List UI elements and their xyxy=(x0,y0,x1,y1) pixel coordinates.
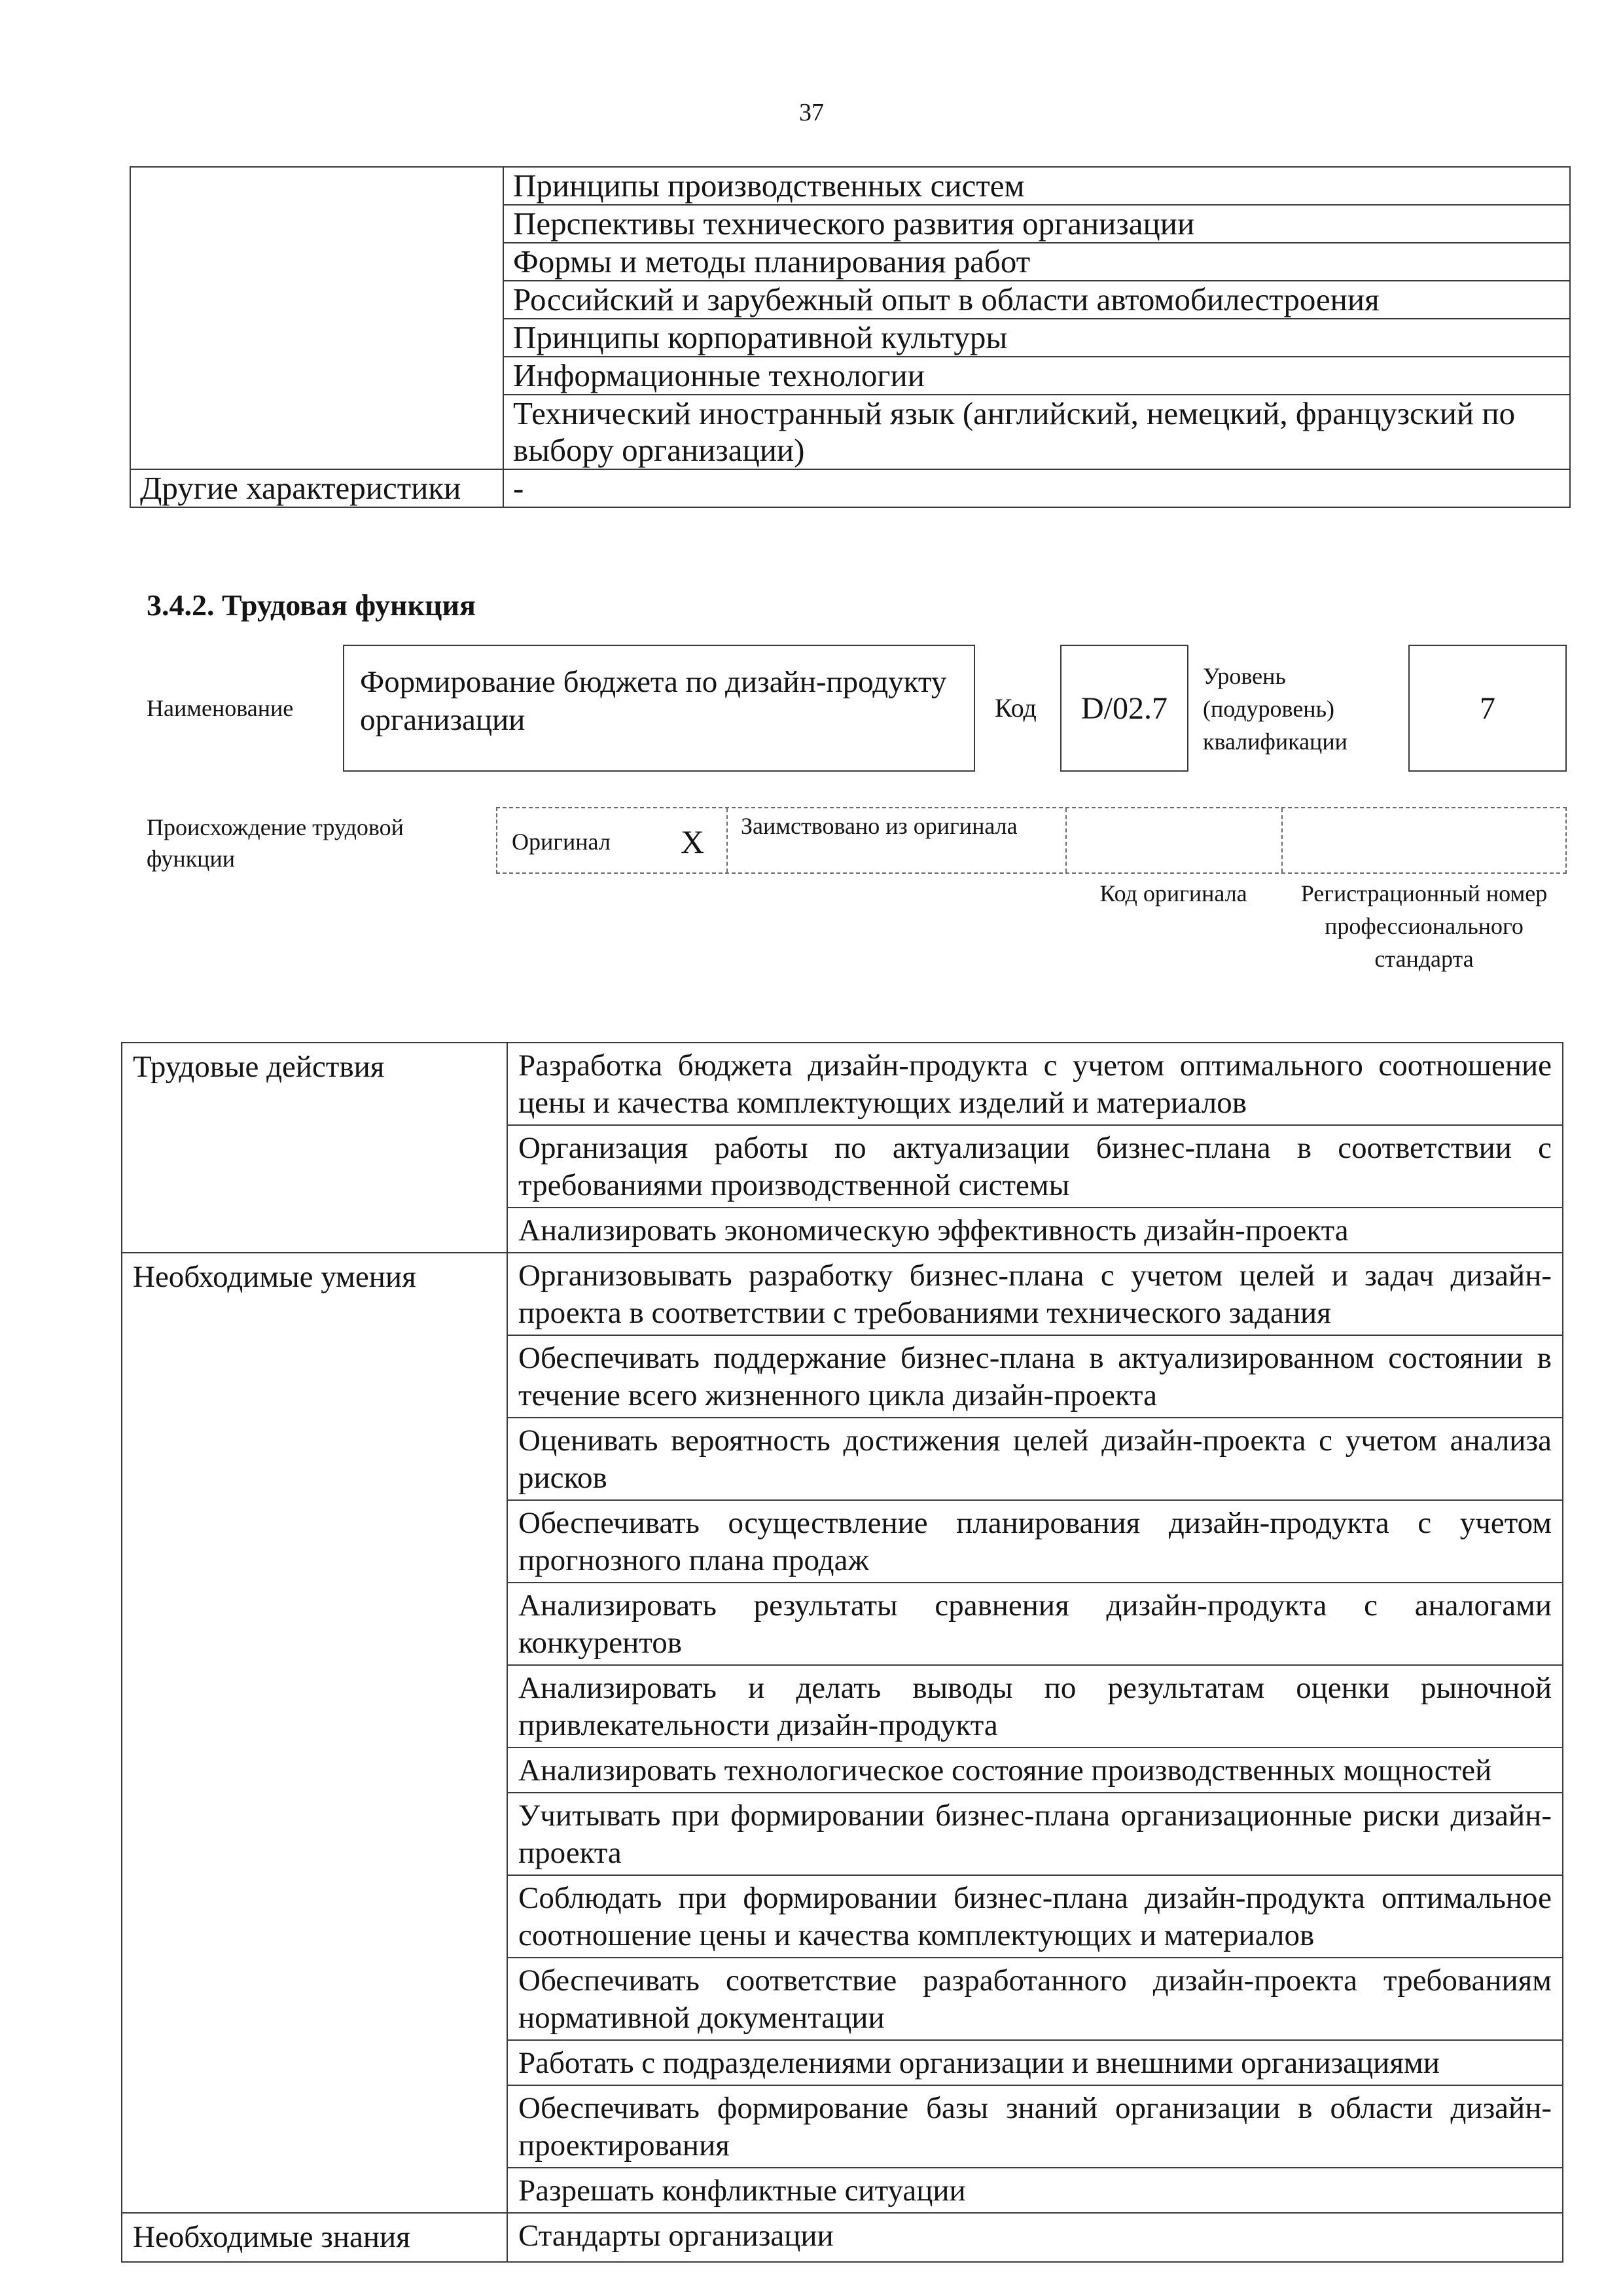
skill-item: Организовывать разработку бизнес-плана с учетом целей и задач дизайн-проекта в соответствии с требованиями технического задания xyxy=(507,1253,1563,1335)
continuation-table xyxy=(130,166,1571,508)
function-name-box xyxy=(343,645,975,772)
page-number: 37 xyxy=(799,99,824,126)
skill-item: Соблюдать при формировании бизнес-плана дизайн-продукта оптимальное соотношение цены и качества комплектующих и материалов xyxy=(507,1875,1563,1958)
required-skills-label: Необходимые умения xyxy=(122,1253,507,2213)
main-table xyxy=(121,1042,1563,2263)
origin-label: Происхождение трудовой функции xyxy=(147,814,404,872)
skill-item: Анализировать технологическое состояние производственных мощностей xyxy=(507,1748,1563,1793)
reg-number-caption: Регистрационный номер профессионального стандарта xyxy=(1300,880,1548,972)
borrowed-label: Заимствовано из оригинала xyxy=(741,813,1018,839)
knowledge-item: Принципы корпоративной культуры xyxy=(503,319,1570,357)
skill-item: Обеспечивать соответствие разработанного дизайн-проекта требованиям нормативной документации xyxy=(507,1958,1563,2040)
skill-item: Оценивать вероятность достижения целей дизайн-проекта с учетом анализа рисков xyxy=(507,1418,1563,1500)
continuation-label-cell xyxy=(130,167,503,469)
skill-item: Учитывать при формировании бизнес-плана организационные риски дизайн-проекта xyxy=(507,1793,1563,1875)
origin-reg-cell xyxy=(1283,808,1565,872)
code-label: Код xyxy=(995,693,1037,723)
level-box xyxy=(1408,645,1567,772)
skill-item: Обеспечивать осуществление планирования дизайн-продукта с учетом прогнозного плана продаж xyxy=(507,1500,1563,1583)
labour-action-item: Разработка бюджета дизайн-продукта с учетом оптимального соотношение цены и качества комплектующих изделий и материалов xyxy=(507,1043,1563,1125)
knowledge-item: Российский и зарубежный опыт в области автомобилестроения xyxy=(503,281,1570,319)
code-value: D/02.7 xyxy=(1081,691,1168,726)
name-label: Наименование xyxy=(147,695,294,721)
origin-borrowed-cell xyxy=(728,808,1067,872)
function-name-value: Формирование бюджета по дизайн-продукту организации xyxy=(360,665,947,737)
skill-item: Обеспечивать поддержание бизнес-плана в актуализированном состоянии в течение всего жизненного цикла дизайн-проекта xyxy=(507,1335,1563,1418)
original-mark: X xyxy=(681,823,705,860)
origin-original-cell xyxy=(497,808,728,872)
labour-action-item: Анализировать экономическую эффективность дизайн-проекта xyxy=(507,1208,1563,1253)
skill-item: Анализировать результаты сравнения дизайн-продукта с аналогами конкурентов xyxy=(507,1583,1563,1665)
skill-item: Работать с подразделениями организации и внешними организациями xyxy=(507,2040,1563,2085)
skill-item: Разрешать конфликтные ситуации xyxy=(507,2168,1563,2213)
labour-action-item: Организация работы по актуализации бизнес-плана в соответствии с требованиями производственной системы xyxy=(507,1125,1563,1208)
original-label: Оригинал xyxy=(512,829,611,855)
knowledge-item: Стандарты организации xyxy=(507,2213,1563,2262)
knowledge-item: Принципы производственных систем xyxy=(503,167,1570,205)
skill-item: Обеспечивать формирование базы знаний организации в области дизайн-проектирования xyxy=(507,2085,1563,2168)
other-characteristics-value: - xyxy=(503,469,1570,507)
level-label: Уровень (подуровень) квалификации xyxy=(1203,663,1347,755)
labour-actions-label: Трудовые действия xyxy=(122,1043,507,1253)
knowledge-item: Формы и методы планирования работ xyxy=(503,243,1570,281)
knowledge-item: Перспективы технического развития организации xyxy=(503,205,1570,243)
origin-code-cell xyxy=(1067,808,1283,872)
section-heading: 3.4.2. Трудовая функция xyxy=(147,588,476,622)
other-characteristics-label: Другие характеристики xyxy=(130,469,503,507)
knowledge-item: Информационные технологии xyxy=(503,357,1570,395)
knowledge-item: Технический иностранный язык (английский, немецкий, французский по выбору организации) xyxy=(503,395,1570,469)
level-value: 7 xyxy=(1480,691,1495,726)
code-box xyxy=(1060,645,1188,772)
required-knowledge-label: Необходимые знания xyxy=(122,2213,507,2262)
code-original-caption: Код оригинала xyxy=(1099,880,1247,906)
skill-item: Анализировать и делать выводы по результатам оценки рыночной привлекательности дизайн-продукта xyxy=(507,1665,1563,1748)
origin-row xyxy=(496,807,1567,874)
